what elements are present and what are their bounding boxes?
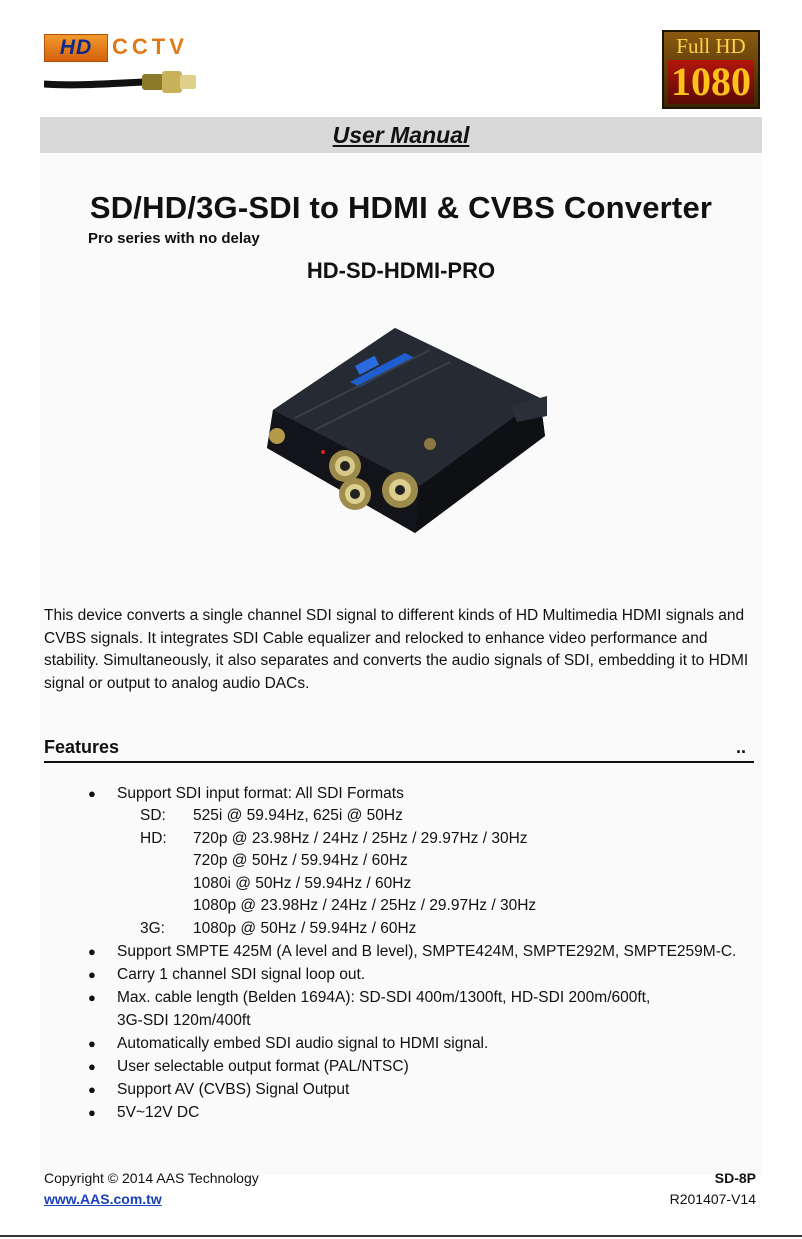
features-list (88, 782, 768, 1124)
bullet-icon: ● (88, 786, 96, 801)
feature-text: Support SMPTE 425M (A level and B level), SMPTE424M, SMPTE292M, SMPTE259M-C. (117, 943, 737, 960)
format-value: 720p @ 50Hz / 59.94Hz / 60Hz (193, 852, 408, 869)
copyright-text: Copyright © 2014 AAS Technology (44, 1170, 259, 1186)
converter-device-image (255, 318, 555, 550)
bnc-cable-icon (44, 62, 199, 98)
badge-line2: 1080 (668, 60, 754, 104)
logo-hd-text: HD (44, 34, 108, 62)
format-value: 1080i @ 50Hz / 59.94Hz / 60Hz (193, 874, 412, 892)
document-code: SD-8P (714, 1170, 756, 1186)
format-row (117, 850, 768, 873)
bullet-icon: ● (88, 967, 96, 982)
feature-text: Carry 1 channel SDI signal loop out. (117, 966, 366, 983)
list-item (88, 1055, 768, 1078)
logo-cctv-text: CCTV (112, 34, 188, 59)
format-row (117, 828, 768, 851)
feature-text: Max. cable length (Belden 1694A): SD-SDI 400m/1300ft, HD-SDI 200m/600ft, (117, 989, 651, 1006)
feature-text: Support SDI input format: All SDI Formats (117, 785, 404, 802)
format-value: 720p @ 23.98Hz / 24Hz / 25Hz / 29.97Hz / 30Hz (193, 829, 528, 847)
list-item (88, 1101, 768, 1124)
format-key: HD: (140, 829, 167, 847)
product-title: SD/HD/3G-SDI to HDMI & CVBS Converter (89, 190, 713, 225)
revision-text: R201407-V14 (669, 1191, 756, 1207)
list-item (88, 986, 768, 1032)
feature-text: Support AV (CVBS) Signal Output (117, 1081, 350, 1098)
format-row (117, 805, 768, 828)
hdcctv-logo (44, 28, 199, 94)
feature-text: 5V~12V DC (117, 1104, 200, 1121)
bullet-icon: ● (88, 1082, 96, 1097)
bullet-icon: ● (88, 990, 96, 1005)
format-row (117, 873, 768, 896)
list-item (88, 1032, 768, 1055)
bullet-icon: ● (88, 944, 96, 959)
website-link[interactable]: www.AAS.com.tw (44, 1191, 162, 1207)
full-hd-1080-badge (662, 30, 760, 109)
badge-line1: Full HD (676, 34, 746, 58)
feature-text-continued: 3G-SDI 120m/400ft (117, 1012, 251, 1029)
page-footer (44, 1168, 756, 1210)
feature-text: User selectable output format (PAL/NTSC) (117, 1058, 409, 1075)
user-manual-label: User Manual (332, 122, 470, 148)
list-item (88, 1078, 768, 1101)
format-row (117, 918, 768, 941)
bullet-icon: ● (88, 1036, 96, 1051)
format-key (117, 873, 193, 896)
list-item (88, 940, 768, 963)
format-key: 3G: (140, 919, 165, 937)
format-key (117, 850, 193, 873)
list-item (88, 782, 768, 940)
list-item (88, 963, 768, 986)
description-paragraph: This device converts a single channel SDI signal to different kinds of HD Multimedia HDMI signals and CVBS signals. It integrates SDI Cable equalizer and relocked to enhance video performance and stability. Simultaneously, it also separates and converts the audio signals of SDI, embedding it to HDMI signal or output to analog audio DACs. (44, 607, 749, 692)
bullet-icon: ● (88, 1059, 96, 1074)
format-value: 1080p @ 50Hz / 59.94Hz / 60Hz (193, 919, 417, 937)
format-key (117, 895, 193, 918)
features-heading-row (44, 737, 754, 763)
bottom-divider (0, 1235, 802, 1237)
product-model: HD-SD-HDMI-PRO (306, 258, 496, 283)
feature-text: Automatically embed SDI audio signal to HDMI signal. (117, 1035, 489, 1052)
product-subtitle: Pro series with no delay (88, 230, 260, 247)
bullet-icon: ● (88, 1105, 96, 1120)
format-key: SD: (140, 807, 166, 824)
user-manual-banner (40, 117, 762, 153)
features-heading-trail: .. (735, 737, 746, 757)
format-value: 1080p @ 23.98Hz / 24Hz / 25Hz / 29.97Hz / 30Hz (193, 897, 537, 914)
format-row (117, 895, 768, 918)
format-value: 525i @ 59.94Hz, 625i @ 50Hz (193, 807, 403, 824)
features-heading: Features (44, 737, 120, 757)
